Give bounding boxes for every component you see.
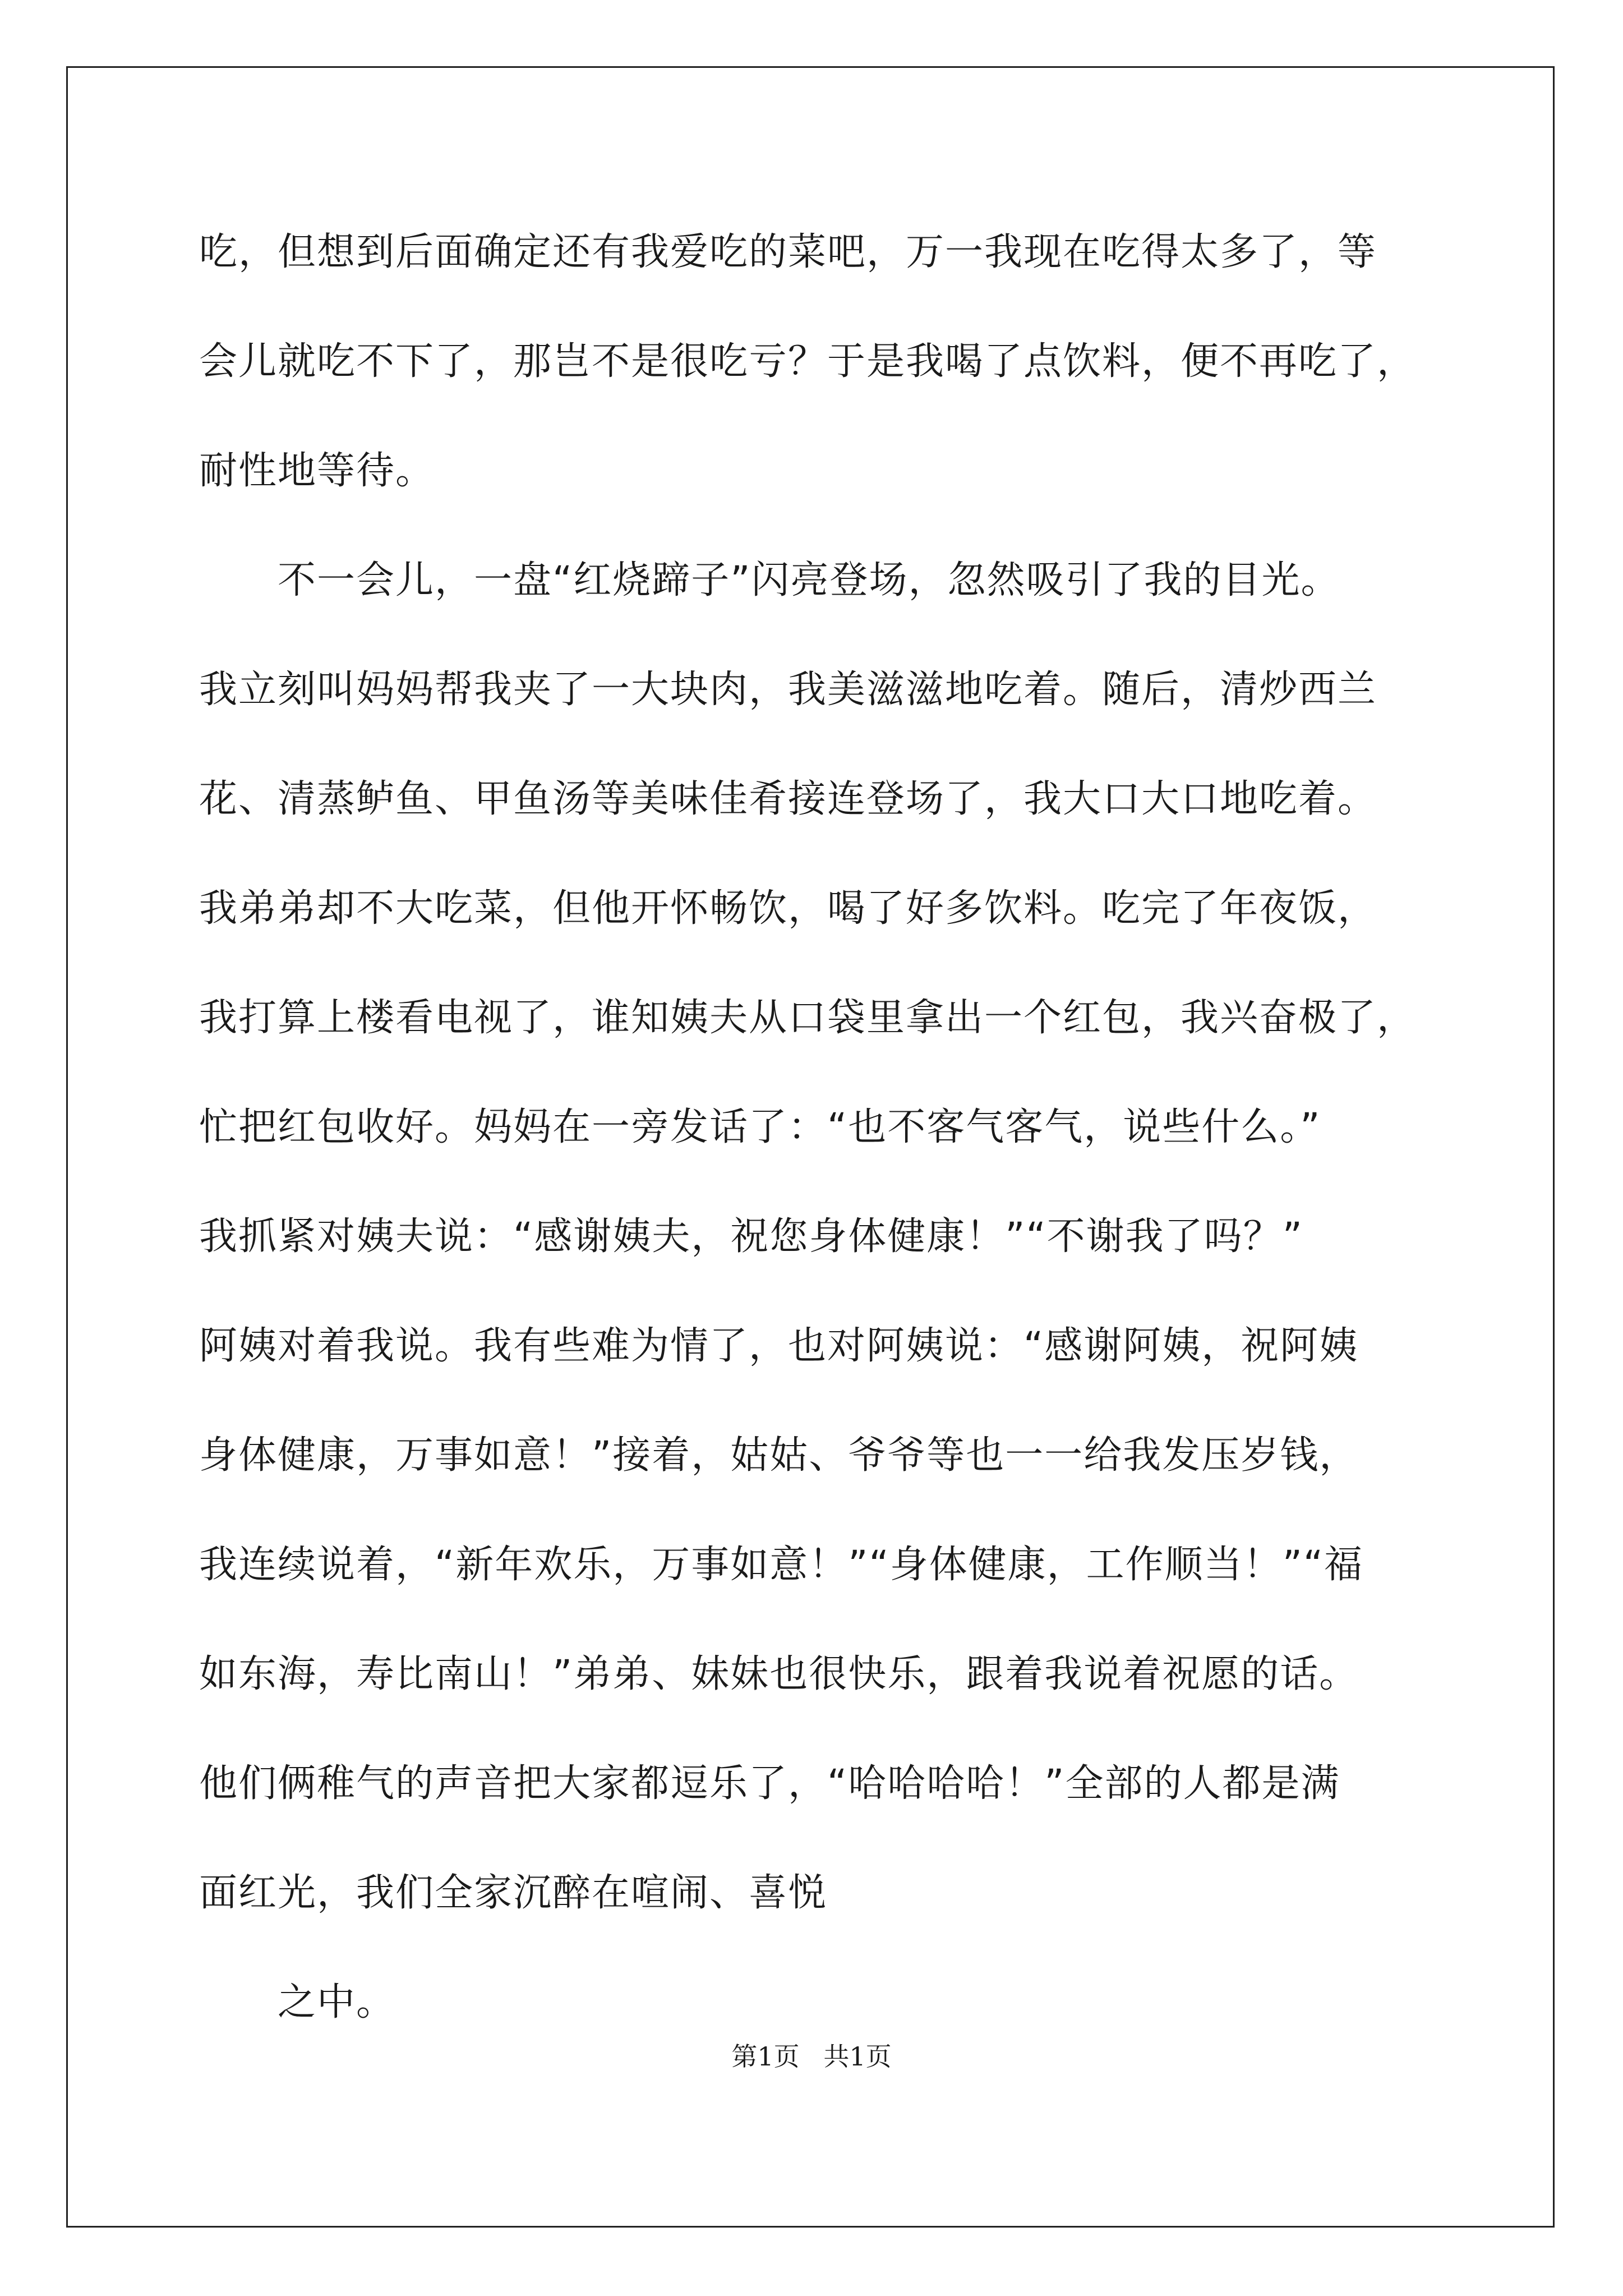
text-line: 阿姨对着我说。我有些难为情了，也对阿姨说：“感谢阿姨，祝阿姨 [199,1324,1359,1368]
text-line: 忙把红包收好。妈妈在一旁发话了：“也不客气客气，说些什么。” [199,1105,1321,1149]
text-line: 我连续说着，“新年欢乐，万事如意！”“身体健康，工作顺当！”“福 [199,1543,1364,1587]
text-line: 他们俩稚气的声音把大家都逗乐了，“哈哈哈哈！”全部的人都是满 [199,1761,1340,1806]
text-line: 会儿就吃不下了，那岂不是很吃亏？于是我喝了点饮料，便不再吃了， [199,339,1417,384]
text-line: 我弟弟却不大吃菜，但他开怀畅饮，喝了好多饮料。吃完了年夜饭， [199,886,1377,931]
text-line: 吃，但想到后面确定还有我爱吃的菜吧，万一我现在吃得太多了，等 [199,230,1377,274]
text-line: 我打算上楼看电视了，谁知姨夫从口袋里拿出一个红包，我兴奋极了， [199,996,1417,1040]
text-line: 如东海，寿比南山！”弟弟、妹妹也很快乐，跟着我说着祝愿的话。 [199,1652,1359,1696]
text-line: 耐性地等待。 [199,449,435,493]
page-number-current: 第1页 [731,2041,800,2072]
text-line: 我抓紧对姨夫说：“感谢姨夫，祝您身体健康！”“不谢我了吗？” [199,1214,1303,1259]
document-body [199,222,1489,2081]
text-line: 面红光，我们全家沉醉在喧闹、喜悦 [199,1871,828,1915]
text-line: 我立刻叫妈妈帮我夹了一大块肉，我美滋滋地吃着。随后，清炒西兰 [199,668,1377,712]
text-line: 之中。 [278,1980,396,2024]
page-number-total: 共1页 [823,2041,892,2072]
text-line: 花、清蒸鲈鱼、甲鱼汤等美味佳肴接连登场了，我大口大口地吃着。 [199,777,1377,821]
page-footer [0,2036,1623,2073]
text-line: 身体健康，万事如意！”接着，姑姑、爷爷等也一一给我发压岁钱， [199,1433,1359,1478]
text-line: 不一会儿，一盘“红烧蹄子”闪亮登场，忽然吸引了我的目光。 [278,558,1340,602]
